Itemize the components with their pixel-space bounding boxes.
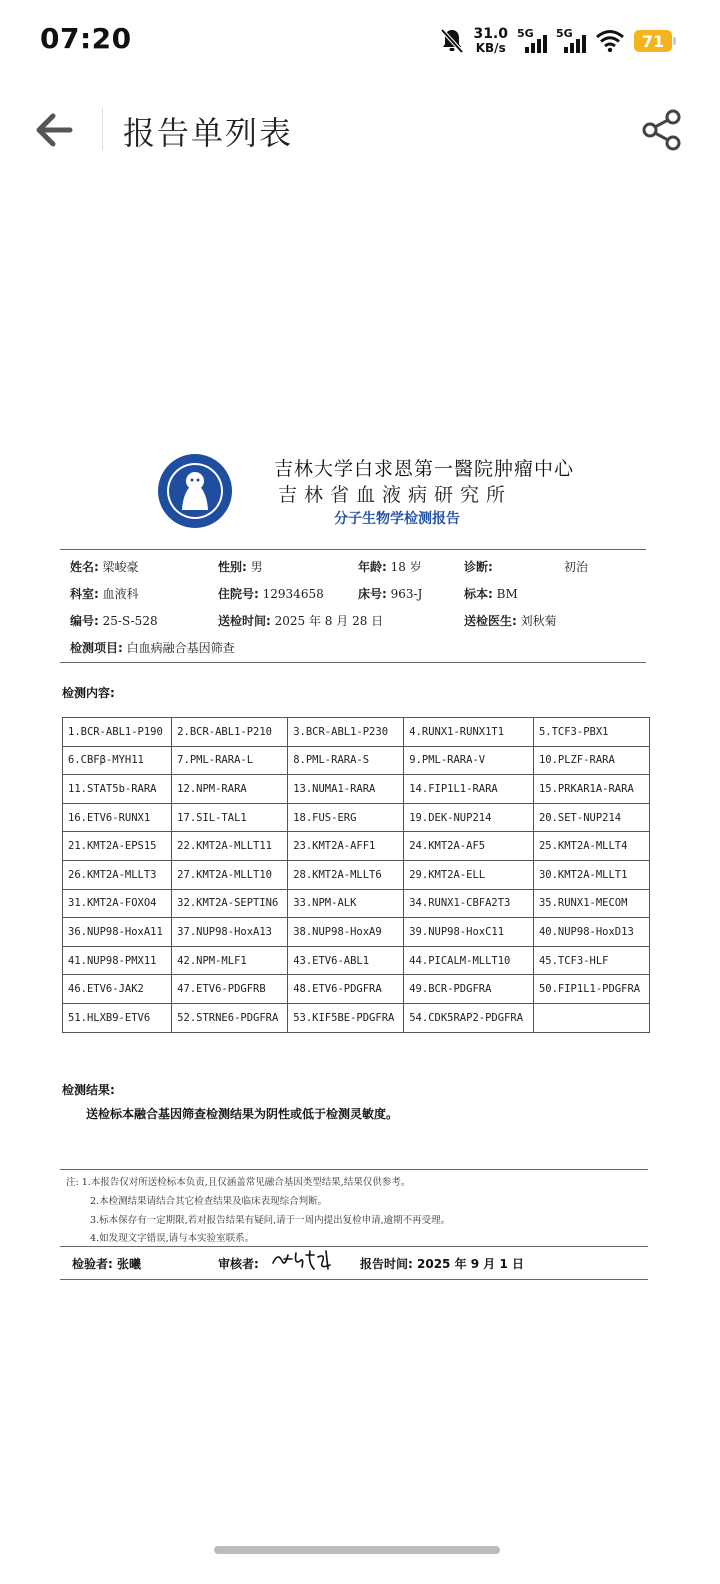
sending-doctor: 刘秋菊 [520, 614, 557, 628]
gene-cell: 40.NUP98-HoxD13 [533, 918, 649, 947]
table-row [63, 832, 650, 861]
gene-cell: 19.DEK-NUP214 [404, 803, 534, 832]
gene-cell: 36.NUP98-HoxA11 [63, 918, 172, 947]
gene-cell: 12.NPM-RARA [172, 775, 288, 804]
gene-cell: 46.ETV6-JAK2 [63, 975, 172, 1004]
gene-cell [533, 1003, 649, 1032]
table-row [63, 775, 650, 804]
inspector-name: 张曦 [117, 1257, 142, 1271]
gene-cell: 29.KMT2A-ELL [404, 860, 534, 889]
hospital-seal-logo [156, 452, 234, 530]
gene-cell: 18.FUS-ERG [288, 803, 404, 832]
gene-cell: 35.RUNX1-MECOM [533, 889, 649, 918]
gene-cell: 28.KMT2A-MLLT6 [288, 860, 404, 889]
bed-label: 床号: [358, 587, 387, 601]
patient-info [60, 549, 646, 663]
gene-cell: 20.SET-NUP214 [533, 803, 649, 832]
network-speed-value: 31.0 [473, 26, 508, 42]
institute-name: 吉林省血液病研究所 [278, 484, 513, 506]
app-header [0, 100, 720, 160]
gene-cell: 2.BCR-ABL1-P210 [172, 718, 288, 747]
gene-cell: 54.CDK5RAP2-PDGFRA [404, 1003, 534, 1032]
gene-cell: 30.KMT2A-MLLT1 [533, 860, 649, 889]
gene-cell: 34.RUNX1-CBFA2T3 [404, 889, 534, 918]
gene-cell: 37.NUP98-HoxA13 [172, 918, 288, 947]
gene-cell: 53.KIF5BE-PDGFRA [288, 1003, 404, 1032]
reviewer-signature [270, 1247, 340, 1273]
report-time-label: 报告时间: [360, 1257, 413, 1271]
battery-icon [634, 30, 676, 52]
status-bar [0, 0, 720, 80]
test-item-label: 检测项目: [70, 641, 123, 655]
gene-cell: 22.KMT2A-MLLT11 [172, 832, 288, 861]
home-indicator[interactable] [214, 1546, 500, 1554]
gene-cell: 27.KMT2A-MLLT10 [172, 860, 288, 889]
gene-cell: 41.NUP98-PMX11 [63, 946, 172, 975]
gene-cell: 33.NPM-ALK [288, 889, 404, 918]
table-row [63, 946, 650, 975]
inpatient-label: 住院号: [218, 587, 259, 601]
gene-cell: 31.KMT2A-FOXO4 [63, 889, 172, 918]
report-type: 分子生物学检测报告 [334, 511, 460, 527]
gene-cell: 47.ETV6-PDGFRB [172, 975, 288, 1004]
patient-gender: 男 [250, 560, 263, 574]
gene-cell: 8.PML-RARA-S [288, 746, 404, 775]
gene-cell: 45.TCF3-HLF [533, 946, 649, 975]
signal-icon [517, 27, 547, 55]
specimen-type: BM [496, 587, 518, 601]
table-row [63, 860, 650, 889]
table-row [63, 918, 650, 947]
specimen-label: 标本: [464, 587, 493, 601]
age-label: 年龄: [358, 560, 387, 574]
gene-cell: 25.KMT2A-MLLT4 [533, 832, 649, 861]
gene-cell: 14.FIP1L1-RARA [404, 775, 534, 804]
diagnosis-label: 诊断: [464, 560, 493, 574]
patient-age: 18 岁 [390, 560, 422, 574]
hospital-name: 吉林大学白求恩第一醫院肿瘤中心 [274, 458, 575, 480]
gene-cell: 17.SIL-TAL1 [172, 803, 288, 832]
table-row [63, 746, 650, 775]
network-speed [473, 27, 508, 55]
patient-dept: 血液科 [102, 587, 139, 601]
gene-cell: 5.TCF3-PBX1 [533, 718, 649, 747]
gene-cell: 1.BCR-ABL1-P190 [63, 718, 172, 747]
gene-cell: 44.PICALM-MLLT10 [404, 946, 534, 975]
gene-cell: 49.BCR-PDGFRA [404, 975, 534, 1004]
note-item: 4.如发现文字错误,请与本实验室联系。 [90, 1233, 255, 1244]
network-speed-unit: KB/s [475, 41, 506, 55]
inspector-label: 检验者: [72, 1257, 113, 1271]
table-row [63, 975, 650, 1004]
gene-cell: 48.ETV6-PDGFRA [288, 975, 404, 1004]
patient-name: 梁峻豪 [102, 560, 139, 574]
gene-cell: 13.NUMA1-RARA [288, 775, 404, 804]
gene-cell: 26.KMT2A-MLLT3 [63, 860, 172, 889]
gene-cell: 51.HLXB9-ETV6 [63, 1003, 172, 1032]
gene-cell: 3.BCR-ABL1-P230 [288, 718, 404, 747]
gene-cell: 10.PLZF-RARA [533, 746, 649, 775]
bed-number: 963-J [390, 587, 423, 601]
result-label: 检测结果: [62, 1083, 115, 1097]
content-label: 检测内容: [62, 686, 115, 700]
note-item: 3.标本保存有一定期限,若对报告结果有疑问,请于一周内提出复检申请,逾期不再受理。 [90, 1215, 451, 1226]
report-document[interactable] [56, 452, 666, 1271]
report-header [56, 452, 666, 542]
share-icon[interactable] [640, 108, 684, 152]
name-label: 姓名: [70, 560, 99, 574]
inpatient-number: 12934658 [262, 587, 324, 601]
reviewer-label: 审核者: [218, 1257, 259, 1271]
header-divider [102, 108, 103, 150]
table-row [63, 889, 650, 918]
report-notes [60, 1169, 648, 1247]
gene-cell: 9.PML-RARA-V [404, 746, 534, 775]
gene-cell: 43.ETV6-ABL1 [288, 946, 404, 975]
gene-cell: 21.KMT2A-EPS15 [63, 832, 172, 861]
gender-label: 性别: [218, 560, 247, 574]
signature-row [60, 1245, 648, 1280]
gene-cell: 52.STRNE6-PDGFRA [172, 1003, 288, 1032]
gene-cell: 16.ETV6-RUNX1 [63, 803, 172, 832]
gene-cell: 38.NUP98-HoxA9 [288, 918, 404, 947]
gene-cell: 15.PRKAR1A-RARA [533, 775, 649, 804]
gene-cell: 6.CBFβ-MYH11 [63, 746, 172, 775]
gene-cell: 23.KMT2A-AFF1 [288, 832, 404, 861]
page-title: 报告单列表 [123, 114, 294, 152]
gene-cell: 39.NUP98-HoxC11 [404, 918, 534, 947]
patient-diagnosis: 初治 [564, 560, 589, 574]
sim2-label: 5G [556, 27, 573, 40]
gene-cell: 32.KMT2A-SEPTIN6 [172, 889, 288, 918]
gene-cell: 50.FIP1L1-PDGFRA [533, 975, 649, 1004]
sent-time-label: 送检时间: [218, 614, 271, 628]
arrow-left-icon[interactable] [34, 110, 78, 150]
table-row [63, 718, 650, 747]
report-id: 25-S-528 [102, 614, 158, 628]
bell-off-icon [440, 28, 464, 54]
gene-cell: 24.KMT2A-AF5 [404, 832, 534, 861]
battery-level: 71 [634, 30, 672, 52]
dept-label: 科室: [70, 587, 99, 601]
test-item: 白血病融合基因筛查 [126, 641, 235, 655]
note-item: 注: 1.本报告仅对所送检标本负责,且仅涵盖常见融合基因类型结果,结果仅供参考。 [66, 1177, 411, 1188]
wifi-icon [595, 29, 625, 53]
gene-cell: 11.STAT5b-RARA [63, 775, 172, 804]
note-item: 2.本检测结果请结合其它检查结果及临床表现综合判断。 [90, 1196, 328, 1207]
doctor-label: 送检医生: [464, 614, 517, 628]
result-text: 送检标本融合基因筛查检测结果为阴性或低于检测灵敏度。 [86, 1107, 399, 1121]
clock: 07:20 [40, 22, 132, 55]
table-row [63, 1003, 650, 1032]
table-row [63, 803, 650, 832]
sim1-label: 5G [517, 27, 534, 40]
status-icons [440, 24, 676, 58]
sent-time: 2025 年 8 月 28 日 [274, 614, 384, 628]
gene-table [62, 717, 650, 1033]
gene-cell: 42.NPM-MLF1 [172, 946, 288, 975]
signal-icon [556, 27, 586, 55]
id-label: 编号: [70, 614, 99, 628]
gene-cell: 7.PML-RARA-L [172, 746, 288, 775]
gene-cell: 4.RUNX1-RUNX1T1 [404, 718, 534, 747]
report-time: 2025 年 9 月 1 日 [417, 1257, 524, 1271]
